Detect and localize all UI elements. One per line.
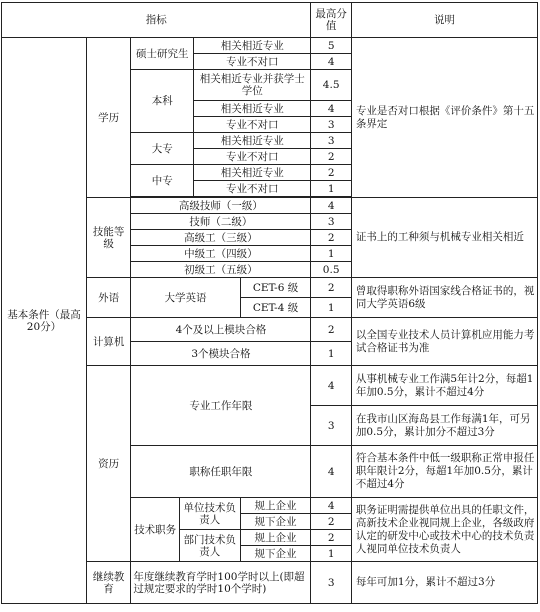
cell-enterprise: 规下企业: [240, 514, 311, 530]
cell-score: 4: [311, 366, 351, 406]
college-label: 大专: [131, 133, 194, 165]
cell-score: 3: [311, 133, 351, 149]
cell-score: 1: [311, 246, 351, 262]
cell-score: 4: [311, 101, 351, 117]
cell-level: CET-4 级: [240, 298, 311, 318]
bachelor-label: 本科: [131, 70, 194, 133]
work-years-label: 专业工作年限: [131, 366, 311, 446]
cell-major: 相关相近专业: [194, 165, 311, 181]
cont-edu-note: 每年可加1分，累计不超过3分: [351, 562, 537, 604]
cell-score: 5: [311, 38, 351, 54]
cell-major: 专业不对口: [194, 149, 311, 165]
cell-major: 专业不对口: [194, 181, 311, 197]
cell-score: 2: [311, 530, 351, 546]
table-row: [2, 38, 538, 54]
cell-score: 4: [311, 198, 351, 214]
cell-major: 专业不对口: [194, 54, 311, 70]
education-label: 学历: [86, 38, 130, 198]
cell-score: 1: [311, 298, 351, 318]
unit-head-label: 单位技术负责人: [179, 498, 240, 530]
cell-major: 相关相近专业: [194, 101, 311, 117]
cell-major: 相关相近专业: [194, 133, 311, 149]
cell-score: 2: [311, 278, 351, 298]
cell-skill: 技师（二级）: [131, 214, 311, 230]
cell-score: 3: [311, 214, 351, 230]
cell-skill: 中级工（四级）: [131, 246, 311, 262]
cell-enterprise: 规上企业: [240, 498, 311, 514]
cell-skill: 高级技师（一级）: [131, 198, 311, 214]
cell-score: 2: [311, 149, 351, 165]
experience-label: 资历: [86, 366, 130, 562]
cell-score: 2: [311, 318, 351, 342]
language-note: 曾取得职称外语国家线合格证书的，视同大学英语6级: [351, 278, 537, 318]
cell-module: 3个模块合格: [131, 342, 311, 366]
master-label: 硕士研究生: [131, 38, 194, 70]
dept-head-label: 部门技术负责人: [179, 530, 240, 562]
cell-score: 2: [311, 514, 351, 530]
work-years-note-2: 在我市山区海岛县工作每满1年，可另加0.5分，累计加分不超过3分: [351, 406, 537, 446]
cell-major: 相关相近专业并获学士学位: [194, 70, 311, 101]
header-note: 说明: [351, 3, 537, 38]
computer-label: 计算机: [86, 318, 130, 366]
cell-score: 4: [311, 498, 351, 514]
header-indicator: 指标: [2, 3, 311, 38]
header-row: [2, 3, 538, 38]
evaluation-criteria-table: [1, 2, 538, 604]
cell-score: 4: [311, 446, 351, 498]
cell-enterprise: 规上企业: [240, 530, 311, 546]
title-years-label: 职称任职年限: [131, 446, 311, 498]
cell-enterprise: 规下企业: [240, 546, 311, 562]
cell-score: 2: [311, 230, 351, 246]
education-note: 专业是否对口根据《评价条件》第十五条界定: [351, 38, 537, 198]
skill-note: 证书上的工种须与机械专业相关相近: [351, 198, 537, 278]
cell-score: 0.5: [311, 262, 351, 278]
tech-position-label: 技术职务: [131, 498, 180, 562]
cell-score: 2: [311, 165, 351, 181]
cell-score: 3: [311, 117, 351, 133]
skill-label: 技能等级: [86, 198, 130, 278]
language-sub-label: 大学英语: [131, 278, 240, 318]
work-years-note-1: 从事机械专业工作满5年计2分，每超1年加0.5分，累计不超过4分: [351, 366, 537, 406]
secondary-label: 中专: [131, 165, 194, 197]
cell-score: 3: [311, 562, 351, 604]
tech-position-note: 职务证明需提供单位出具的任职文件，高新技术企业视同规上企业，各级政府认定的研发中心或技术中心的技术负责人视同单位技术负责人: [351, 498, 537, 562]
cell-level: CET-6 级: [240, 278, 311, 298]
cell-score: 1: [311, 342, 351, 366]
cell-score: 4: [311, 54, 351, 70]
cont-edu-label: 继续教育: [86, 562, 130, 604]
cell-skill: 初级工（五级）: [131, 262, 311, 278]
title-years-note: 符合基本条件中低一级职称正常申报任职年限计2分，每超1年加0.5分，累计不超过4分: [351, 446, 537, 498]
cell-major: 相关相近专业: [194, 38, 311, 54]
computer-note: 以全国专业技术人员计算机应用能力考试合格证书为准: [351, 318, 537, 366]
cell-score: 4.5: [311, 70, 351, 101]
cell-skill: 高级工（三级）: [131, 230, 311, 246]
cell-module: 4个及以上模块合格: [131, 318, 311, 342]
language-label: 外语: [86, 278, 130, 318]
cell-major: 专业不对口: [194, 117, 311, 133]
cell-score: 1: [311, 546, 351, 562]
category-basic-conditions: 基本条件（最高20分）: [2, 38, 87, 604]
cell-score: 1: [311, 181, 351, 197]
cell-score: 3: [311, 406, 351, 446]
header-max-score: 最高分值: [311, 3, 351, 38]
cont-edu-text: 年度继续教育学时100学时以上(即超过规定要求的学时10个学时): [131, 562, 311, 604]
